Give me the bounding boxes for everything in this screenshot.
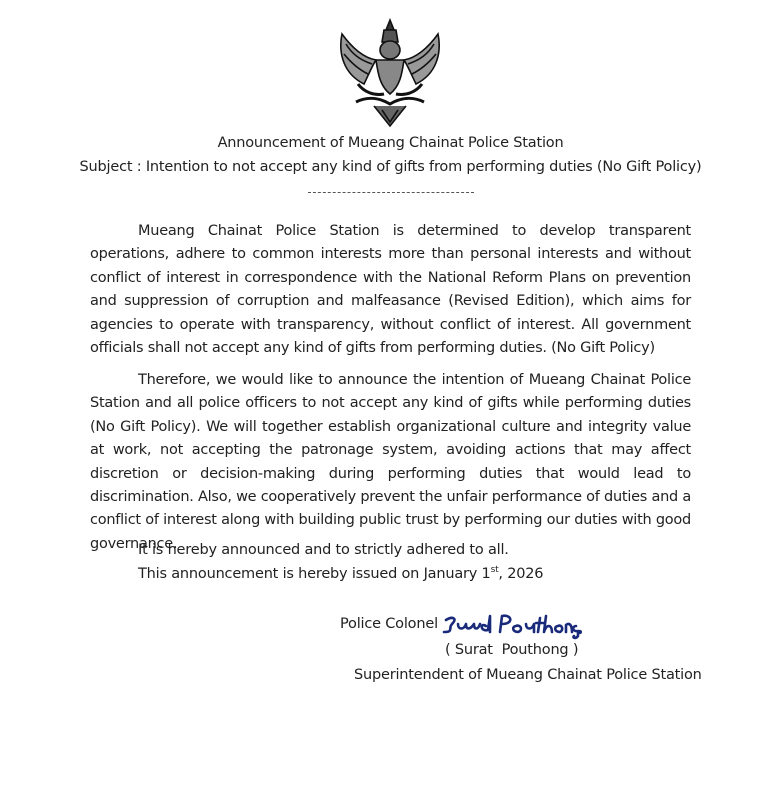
- garuda-emblem-icon: [334, 14, 446, 128]
- signatory-title: Superintendent of Mueang Chainat Police Station: [354, 667, 702, 683]
- body-paragraph: Therefore, we would like to announce the intention of Mueang Chainat Police Station and all police officers to not accept any kind of gifts while performing duties (No Gift Policy). We will together establish organizational culture and integrity value at work, not accepting the patronage system, avoiding actions that may affect discretion or decision-making during performing duties that would lead to discrimination. Also, we cooperatively prevent the unfair performance of duties and a conflict of interest along with building public trust by performing our duties with good governance.: [90, 372, 691, 552]
- body-paragraph: Mueang Chainat Police Station is determined to develop transparent operations, adhere to common interests more than personal interests and without conflict of interest in correspondence with the National Reform Plans on prevention and suppression of corruption and malfeasance (Revised Edition), which aims for agencies to operate with transparency, without conflict of interest. All government officials shall not accept any kind of gifts from performing duties. (No Gift Policy): [90, 223, 691, 357]
- document-subject: Subject : Intention to not accept any kind of gifts from performing duties (No Gift Policy): [79, 159, 702, 175]
- handwritten-signature-icon: [440, 612, 582, 640]
- issue-date-prefix: This announcement is hereby issued on January 1: [138, 565, 491, 582]
- signatory-rank: Police Colonel: [340, 616, 438, 632]
- issue-year: , 2026: [498, 565, 544, 582]
- ordinal-suffix: st: [490, 565, 499, 575]
- signatory-name: ( Surat Pouthong ): [445, 642, 579, 658]
- issue-date-statement: [138, 565, 543, 582]
- separator-line: [308, 192, 474, 193]
- document-title: Announcement of Mueang Chainat Police Station: [217, 135, 564, 151]
- closing-statement: It is hereby announced and to strictly adhered to all.: [138, 542, 509, 558]
